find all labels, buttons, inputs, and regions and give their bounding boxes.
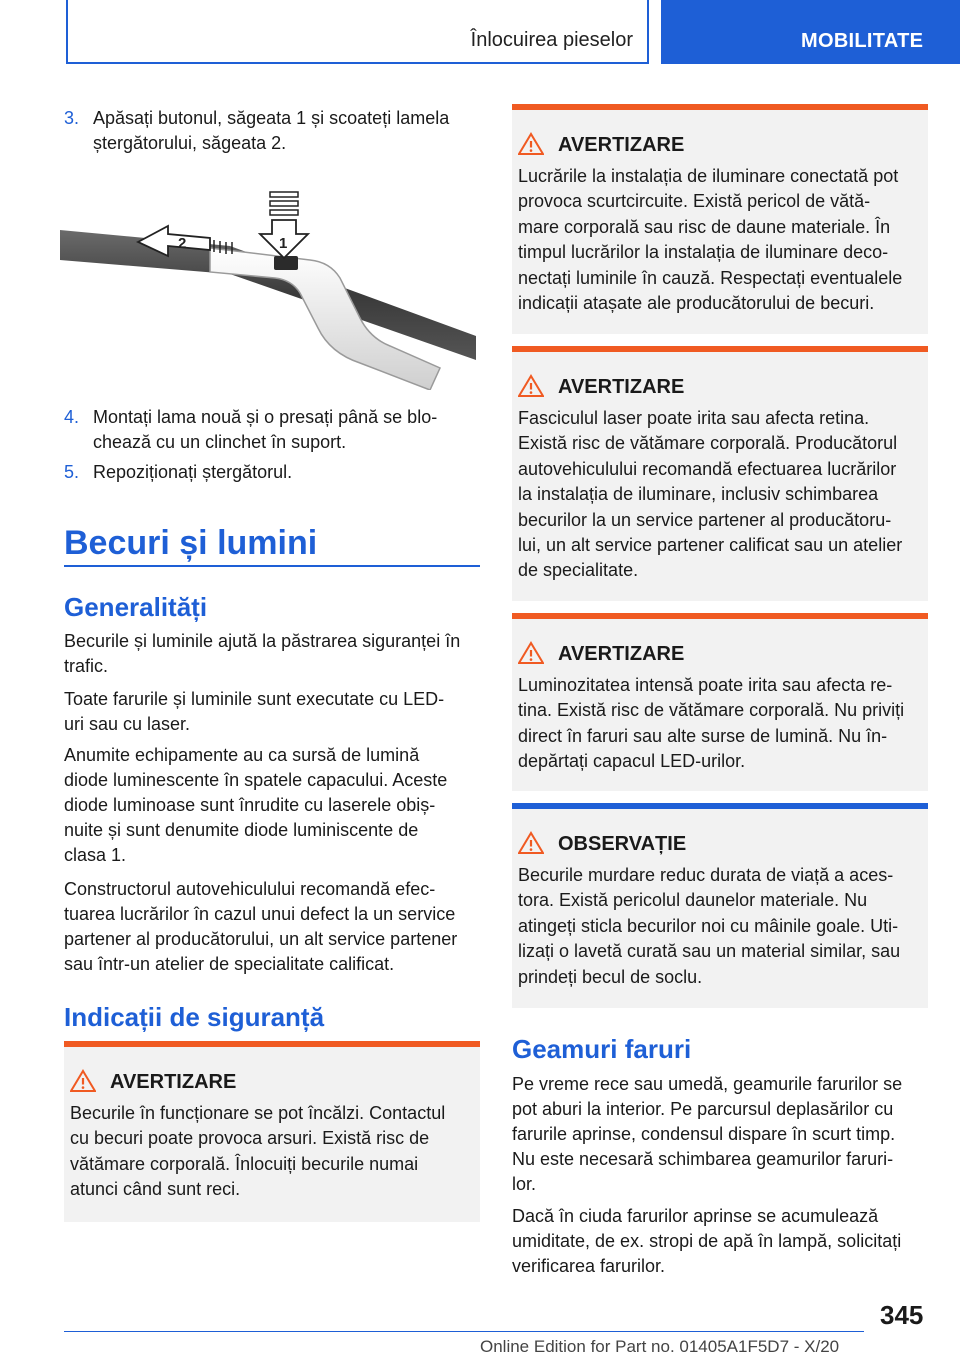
paragraph-general-4 [64,877,457,977]
section-heading-glass: Geamuri faruri [512,1034,692,1064]
text-line: direct în faruri sau alte surse de lumină. Nu în- [518,725,888,746]
warning-text [518,673,904,775]
text-line: Dacă în ciuda farurilor aprinse se acumulează [512,1206,879,1226]
footer-edition: Online Edition for Part no. 01405A1F5D7 - X/20 [480,1337,840,1356]
text-line: depărtați capacul LED-urilor. [518,751,746,772]
text-line: prindeți becul de soclu. [518,966,703,987]
section-heading-general: Generalități [64,592,208,622]
text-line: mare corporală sau risc de daune materiale. În [518,216,891,237]
page-number: 345 [880,1300,924,1330]
warning-text [518,164,902,316]
paragraph-general-2 [64,687,444,737]
release-button [274,256,298,270]
step-line: Apăsați butonul, săgeata 1 și scoateți lamela [93,108,450,128]
text-line: sau într-un atelier de specialitate calificat. [64,954,395,974]
warning-triangle-icon [518,374,544,398]
text-line: lor. [512,1174,537,1194]
text-line: de specialitate. [518,560,639,581]
text-line: becurilor la un service partener al producătoru- [518,509,892,530]
header-chapter-tab [661,0,960,64]
warning-title: AVERTIZARE [558,643,685,665]
wiper-blade [60,230,476,360]
text-line: cu becuri poate provoca arsuri. Există risc de [70,1128,430,1149]
step-number: 3. [64,108,80,128]
text-line: Luminozitatea intensă poate irita sau afecta re- [518,675,893,695]
wiper-blade-illustration [60,168,476,390]
arrow-1-icon [260,192,308,258]
text-line: Becurile murdare reduc durata de viață a aces- [518,865,894,885]
text-line: Becurile și luminile ajută la păstrarea siguranței în [64,631,461,651]
warning-box [512,613,928,791]
text-line: tuarea lucrărilor în cazul unui defect la un service [64,904,456,924]
text-line: trafic. [64,656,109,676]
step-line: chează cu un clinchet în suport. [93,432,347,452]
header-section-title: Înlocuirea pieselor [470,29,633,51]
warning-triangle-icon [70,1069,96,1093]
text-line: Există risc de vătămare corporală. Producătorul [518,433,898,454]
paragraph-general-3 [64,743,447,868]
text-line: timpul lucrărilor la instalația de iluminare deco- [518,242,889,263]
text-line: verificarea farurilor. [512,1256,666,1276]
step-line: ștergătorului, săgeata 2. [93,133,287,153]
text-line: Constructorul autovehiculului recomandă efec- [64,879,436,899]
svg-text:2: 2 [178,235,187,252]
step-line: Repoziționați ștergătorul. [93,462,293,482]
step-number: 5. [64,462,80,482]
text-line: clasa 1. [64,845,127,865]
text-line: nectați luminile în cauză. Respectați eventualele [518,267,903,288]
step-text [93,106,473,156]
text-line: Nu este necesară schimbarea geamurilor faruri- [512,1149,894,1169]
warning-title: AVERTIZARE [110,1071,237,1093]
text-line: tina. Există risc de vătămare corporală. Nu priviți [518,700,905,721]
svg-text:1: 1 [279,235,288,252]
text-line: Becurile în funcționare se pot încălzi. Contactul [70,1103,446,1123]
paragraph-general-1 [64,629,460,679]
text-line: atingeți sticla becurilor noi cu mâinile goale. Uti- [518,915,899,936]
text-line: vătămare corporală. Înlocuiți becurile numai [70,1153,419,1174]
text-line: partener al producătorului, un alt service partener [64,929,458,949]
text-line: Toate farurile și luminile sunt executate cu LED- [64,689,445,709]
step-text [93,460,473,485]
text-line: diode luminoase sunt înrudite cu laserele obiș- [64,795,436,815]
text-line: diode luminescente în spatele capacului. Aceste [64,770,448,790]
header-chapter-title: MOBILITATE [801,30,924,52]
notice-text [518,863,900,990]
warning-triangle-icon [518,132,544,156]
text-line: uri sau cu laser. [64,714,191,734]
section-heading-safety: Indicații de siguranță [64,1002,325,1032]
text-line: Fasciculul laser poate irita sau afecta retina. [518,408,870,428]
header-section-box [66,0,649,64]
text-line: pot aburi la interior. Pe parcursul deplasărilor cu [512,1099,894,1119]
footer-rule [64,1331,864,1332]
step-number: 4. [64,407,80,427]
warning-box [512,346,928,601]
paragraph-glass-1 [512,1072,902,1197]
text-line: tora. Există pericolul daunelor materiale. Nu [518,890,868,911]
text-line: umiditate, de ex. stropi de apă în lampă, solicitați [512,1231,902,1251]
text-line: la instalația de iluminare, inclusiv schimbarea [518,484,879,505]
step-line: Montați lama nouă și o presați până se blo- [93,407,438,427]
text-line: Lucrările la instalația de iluminare conectată pot [518,166,899,186]
warning-box [512,104,928,334]
text-line: nuite și sunt denumite diode luminiscente de [64,820,419,840]
warning-triangle-icon [518,641,544,665]
notice-box [512,803,928,1008]
warning-text [70,1101,445,1203]
paragraph-glass-2 [512,1204,901,1279]
warning-title: AVERTIZARE [558,376,685,398]
main-heading: Becuri și lumini [64,524,318,562]
text-line: indicații atașate ale producătorului de becuri. [518,293,875,314]
text-line: lui, un alt service partener calificat sau un atelier [518,535,903,556]
warning-box [64,1041,480,1222]
notice-title: OBSERVAȚIE [558,833,687,855]
text-line: lizați o lavetă curată sau un material similar, sau [518,941,901,962]
text-line: provoca scurtcircuite. Există pericol de vătă- [518,191,871,212]
warning-title: AVERTIZARE [558,134,685,156]
text-line: autovehiculului recomandă efectuarea lucrărilor [518,458,897,479]
text-line: Anumite echipamente au ca sursă de lumină [64,745,420,765]
notice-triangle-icon [518,831,544,855]
heading-rule [64,565,480,567]
text-line: Pe vreme rece sau umedă, geamurile farurilor se [512,1074,903,1094]
warning-text [518,406,902,584]
text-line: farurile aprinse, condensul dispare în scurt timp. [512,1124,896,1144]
step-text [93,405,473,455]
text-line: atunci când sunt reci. [70,1179,241,1200]
